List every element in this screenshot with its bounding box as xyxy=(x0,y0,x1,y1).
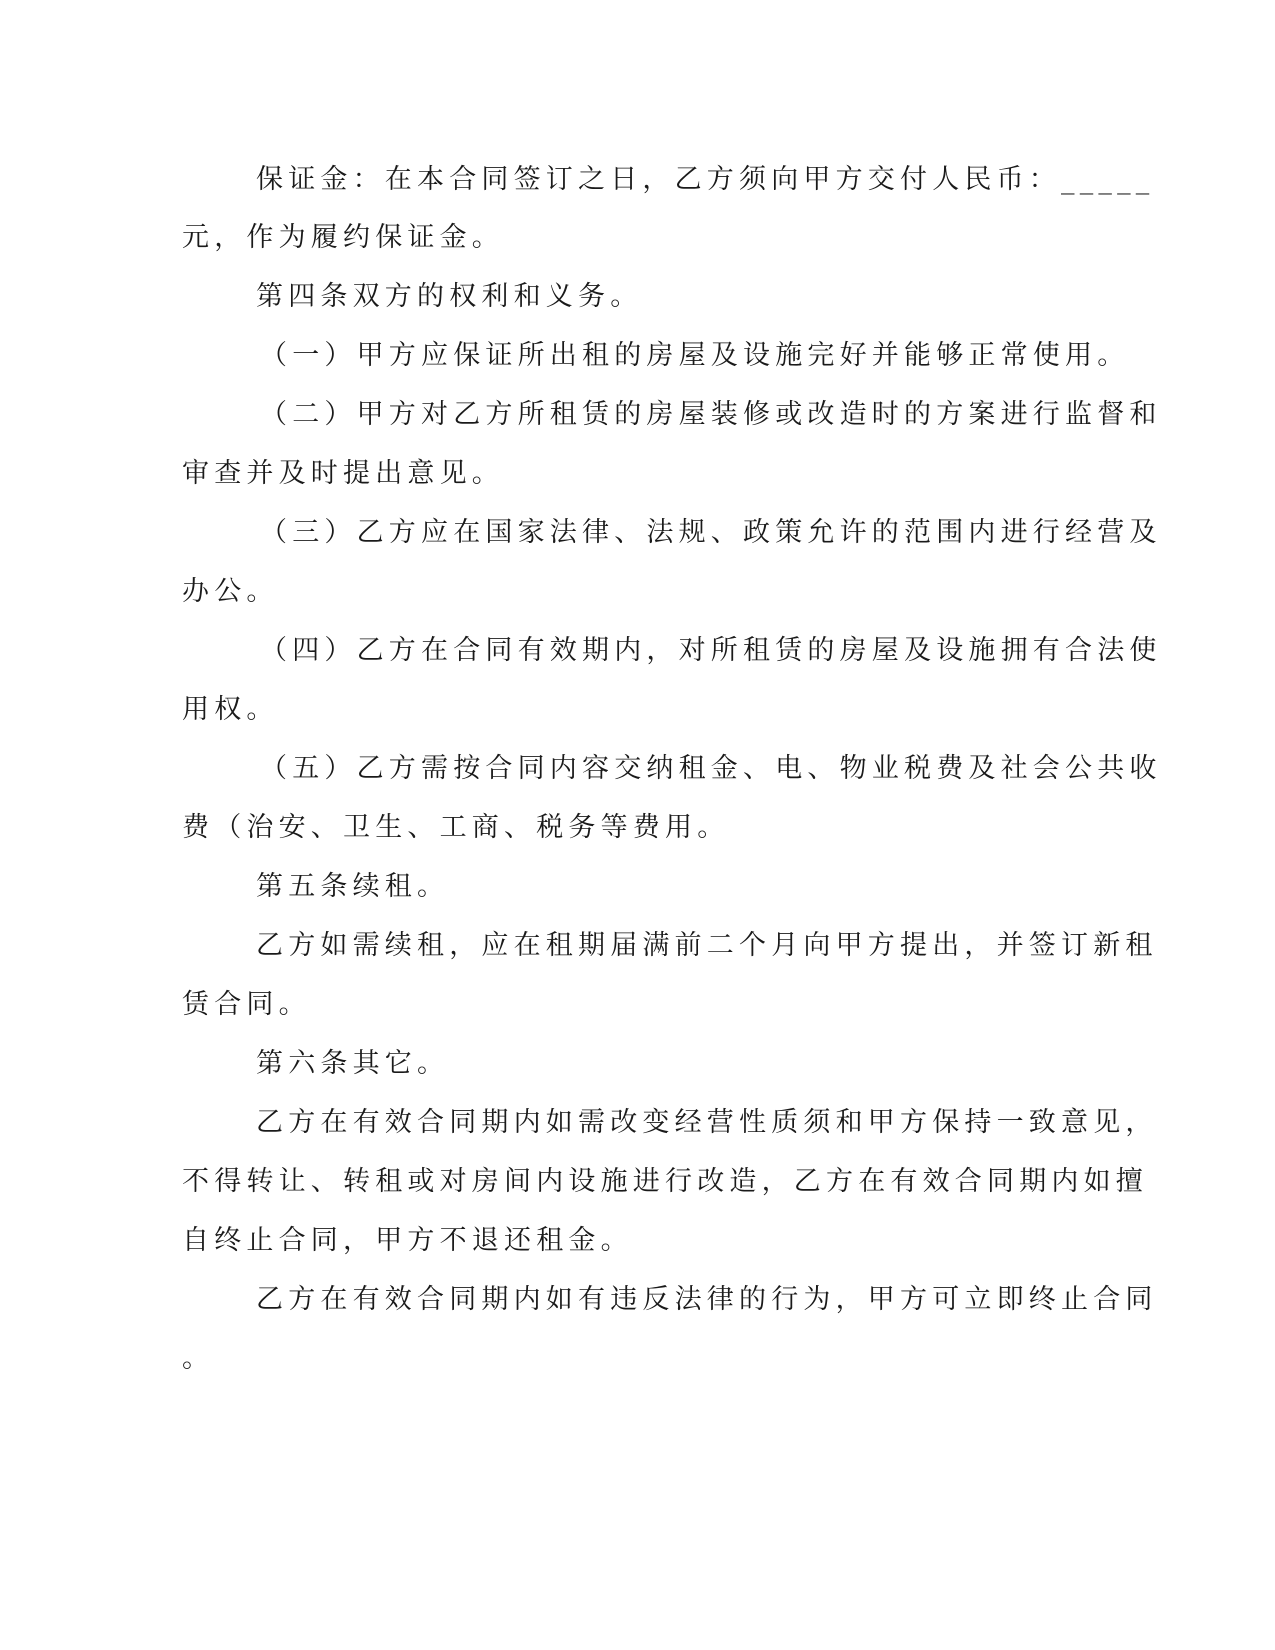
other-para-1-line-2: 不得转让、转租或对房间内设施进行改造，乙方在有效合同期内如擅 xyxy=(182,1166,1148,1197)
clause-5-line-2: 费（治安、卫生、工商、税务等费用。 xyxy=(182,812,730,843)
other-para-2-line-2: 。 xyxy=(182,1343,215,1374)
article-4-heading: 第四条双方的权利和义务。 xyxy=(256,281,643,312)
article-6-heading: 第六条其它。 xyxy=(256,1048,450,1079)
renewal-line-1: 乙方如需续租，应在租期届满前二个月向甲方提出，并签订新租 xyxy=(256,930,1158,961)
clause-1-line-1: （一）甲方应保证所出租的房屋及设施完好并能够正常使用。 xyxy=(260,340,1130,371)
other-para-1-line-1: 乙方在有效合同期内如需改变经营性质须和甲方保持一致意见， xyxy=(256,1107,1158,1138)
clause-4-line-2: 用权。 xyxy=(182,694,279,725)
clause-5-line-1: （五）乙方需按合同内容交纳租金、电、物业税费及社会公共收 xyxy=(260,753,1162,784)
clause-4-line-1: （四）乙方在合同有效期内，对所租赁的房屋及设施拥有合法使 xyxy=(260,635,1162,666)
clause-2-line-2: 审查并及时提出意见。 xyxy=(182,458,504,489)
renewal-line-2: 赁合同。 xyxy=(182,989,311,1020)
clause-2-line-1: （二）甲方对乙方所租赁的房屋装修或改造时的方案进行监督和 xyxy=(260,399,1162,430)
other-para-1-line-3: 自终止合同，甲方不退还租金。 xyxy=(182,1225,633,1256)
paragraph-deposit-line-1: 保证金：在本合同签订之日，乙方须向甲方交付人民币：_____ xyxy=(256,164,1155,195)
other-para-2-line-1: 乙方在有效合同期内如有违反法律的行为，甲方可立即终止合同 xyxy=(256,1284,1158,1315)
clause-3-line-1: （三）乙方应在国家法律、法规、政策允许的范围内进行经营及 xyxy=(260,517,1162,548)
article-5-heading: 第五条续租。 xyxy=(256,871,450,902)
paragraph-deposit-line-2: 元，作为履约保证金。 xyxy=(182,222,504,253)
clause-3-line-2: 办公。 xyxy=(182,576,279,607)
